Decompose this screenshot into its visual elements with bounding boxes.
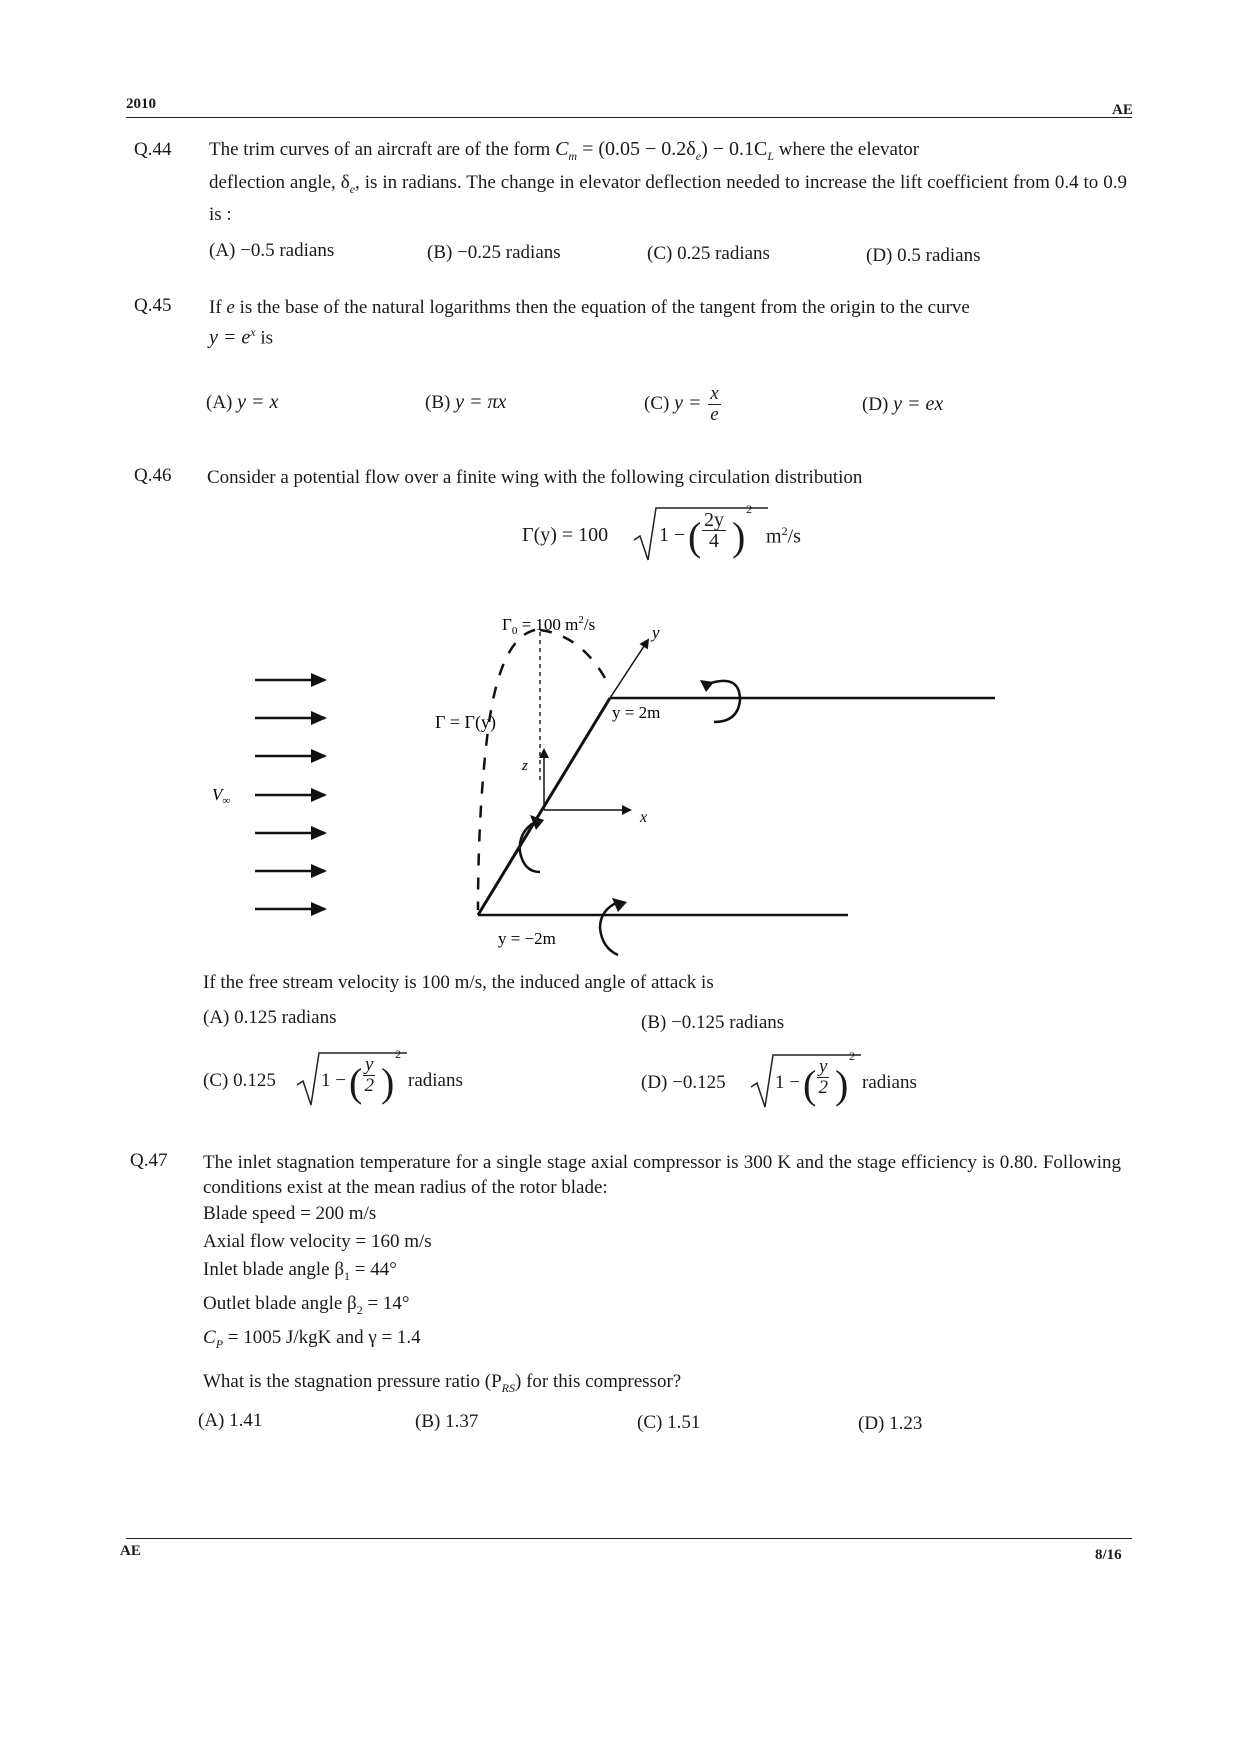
q46-option-c[interactable]: (C) 0.125 1 − ( $\frac{y}{2}$ ) 2 radians [203,1047,463,1105]
q47-option-c[interactable]: (C) 1.51 [637,1412,701,1433]
q46-formula: Γ(y) = 100 1 − ( $\frac{2y}{4}$ ) 2 $m^2/s$ [522,500,822,566]
q47-condition-4: Outlet blade angle $\beta_2 = 14^\circ$ [203,1292,410,1317]
q47-question: What is the stagnation pressure ratio $(P_{RS})$ for this compressor? [203,1371,682,1395]
freestream-label: $V_\infty$ [212,785,231,807]
q44-option-d[interactable]: (D) 0.5 radians [866,245,981,266]
tip-label-negative: y = −2m [498,929,556,948]
q47-text: The inlet stagnation temperature for a single stage axial compressor is 300 K and the stage efficiency is 0.80. Following conditions exist at the mean radius of the rotor blade: [203,1152,1121,1198]
q45-option-a[interactable]: (A) y = x [206,391,279,413]
z-axis-label: z [522,758,528,774]
y-axis [610,640,648,698]
q44-option-c[interactable]: (C) 0.25 radians [647,243,770,264]
header-year: 2010 [126,96,156,112]
header-rule [126,117,1132,118]
q46-number: Q.46 [134,465,172,486]
x-axis-label: x [640,809,648,826]
q47-condition-3: Inlet blade angle $\beta_1 = 44^\circ$ [203,1259,397,1283]
q45-number: Q.45 [134,295,172,316]
q44-number: Q.44 [134,139,172,160]
y-axis-label: y [652,623,660,642]
circulation-curve-right [540,630,605,678]
q45-option-b[interactable]: (B) y = πx [425,391,507,413]
q46-text: Consider a potential flow over a finite wing with the following circulation distribution [207,467,863,488]
q44-text-a: The trim curves of an aircraft are of the form [209,139,551,160]
q47-option-d[interactable]: (D) 1.23 [858,1413,923,1434]
tip-label-positive: y = 2m [612,703,661,722]
footer-page-number: 8/16 [1095,1547,1122,1563]
q47-number: Q.47 [130,1150,168,1171]
q47-condition-1: Blade speed = 200 m/s [203,1203,377,1224]
gamma0-label: $\Gamma_0 = 100$ $m^2/s$ [502,614,596,637]
q46-wing-figure [200,610,1020,960]
swirl-left [600,902,618,955]
q46-option-d[interactable]: (D) −0.125 1 − ( $\frac{y}{2}$ ) 2 radians [641,1049,917,1107]
q46-option-b[interactable]: (B) −0.125 radians [641,1012,785,1033]
q44-formula: $C_m = (0.05 - 0.2\delta_e) - 0.1C_L$ [555,138,775,163]
footer-paper-code: AE [120,1543,141,1559]
swirl-right [705,681,740,722]
header-paper-code: AE [1112,102,1133,118]
q46-question: If the free stream velocity is 100 m/s, the induced angle of attack is [203,972,714,993]
q44-body: deflection angle, $\delta_e$, is in radians. The change in elevator deflection needed to increase the lift coefficient from 0.4 to 0.9 is : [209,172,1127,225]
q47-condition-5: $C_P = 1005$ J/kgK and γ = 1.4 [203,1326,421,1351]
q47-condition-2: Axial flow velocity = 160 m/s [203,1231,432,1252]
q46-formula-unit: $m^2/s$ [766,524,801,548]
q47-option-b[interactable]: (B) 1.37 [415,1411,479,1432]
freestream-arrows [255,680,325,909]
gamma-distribution-label: Γ = Γ(y) [435,712,496,732]
q45-body: If e is the base of the natural logarithms then the equation of the tangent from the origin to the curve $y = e^x$ is [209,297,970,349]
q47-conditions [203,1200,803,1357]
q47-option-a[interactable]: (A) 1.41 [198,1410,263,1431]
q45-option-c[interactable]: (C) y = $\frac{x}{e}$ [644,383,719,425]
q44-line1 [209,137,1129,169]
q44-option-b[interactable]: (B) −0.25 radians [427,242,561,263]
q45-option-d[interactable]: (D) y = ex [862,393,944,415]
q44-text-b: where the elevator [778,139,920,160]
footer-rule [126,1538,1132,1539]
q44-option-a[interactable]: (A) −0.5 radians [209,240,335,261]
q46-option-a[interactable]: (A) 0.125 radians [203,1007,337,1028]
